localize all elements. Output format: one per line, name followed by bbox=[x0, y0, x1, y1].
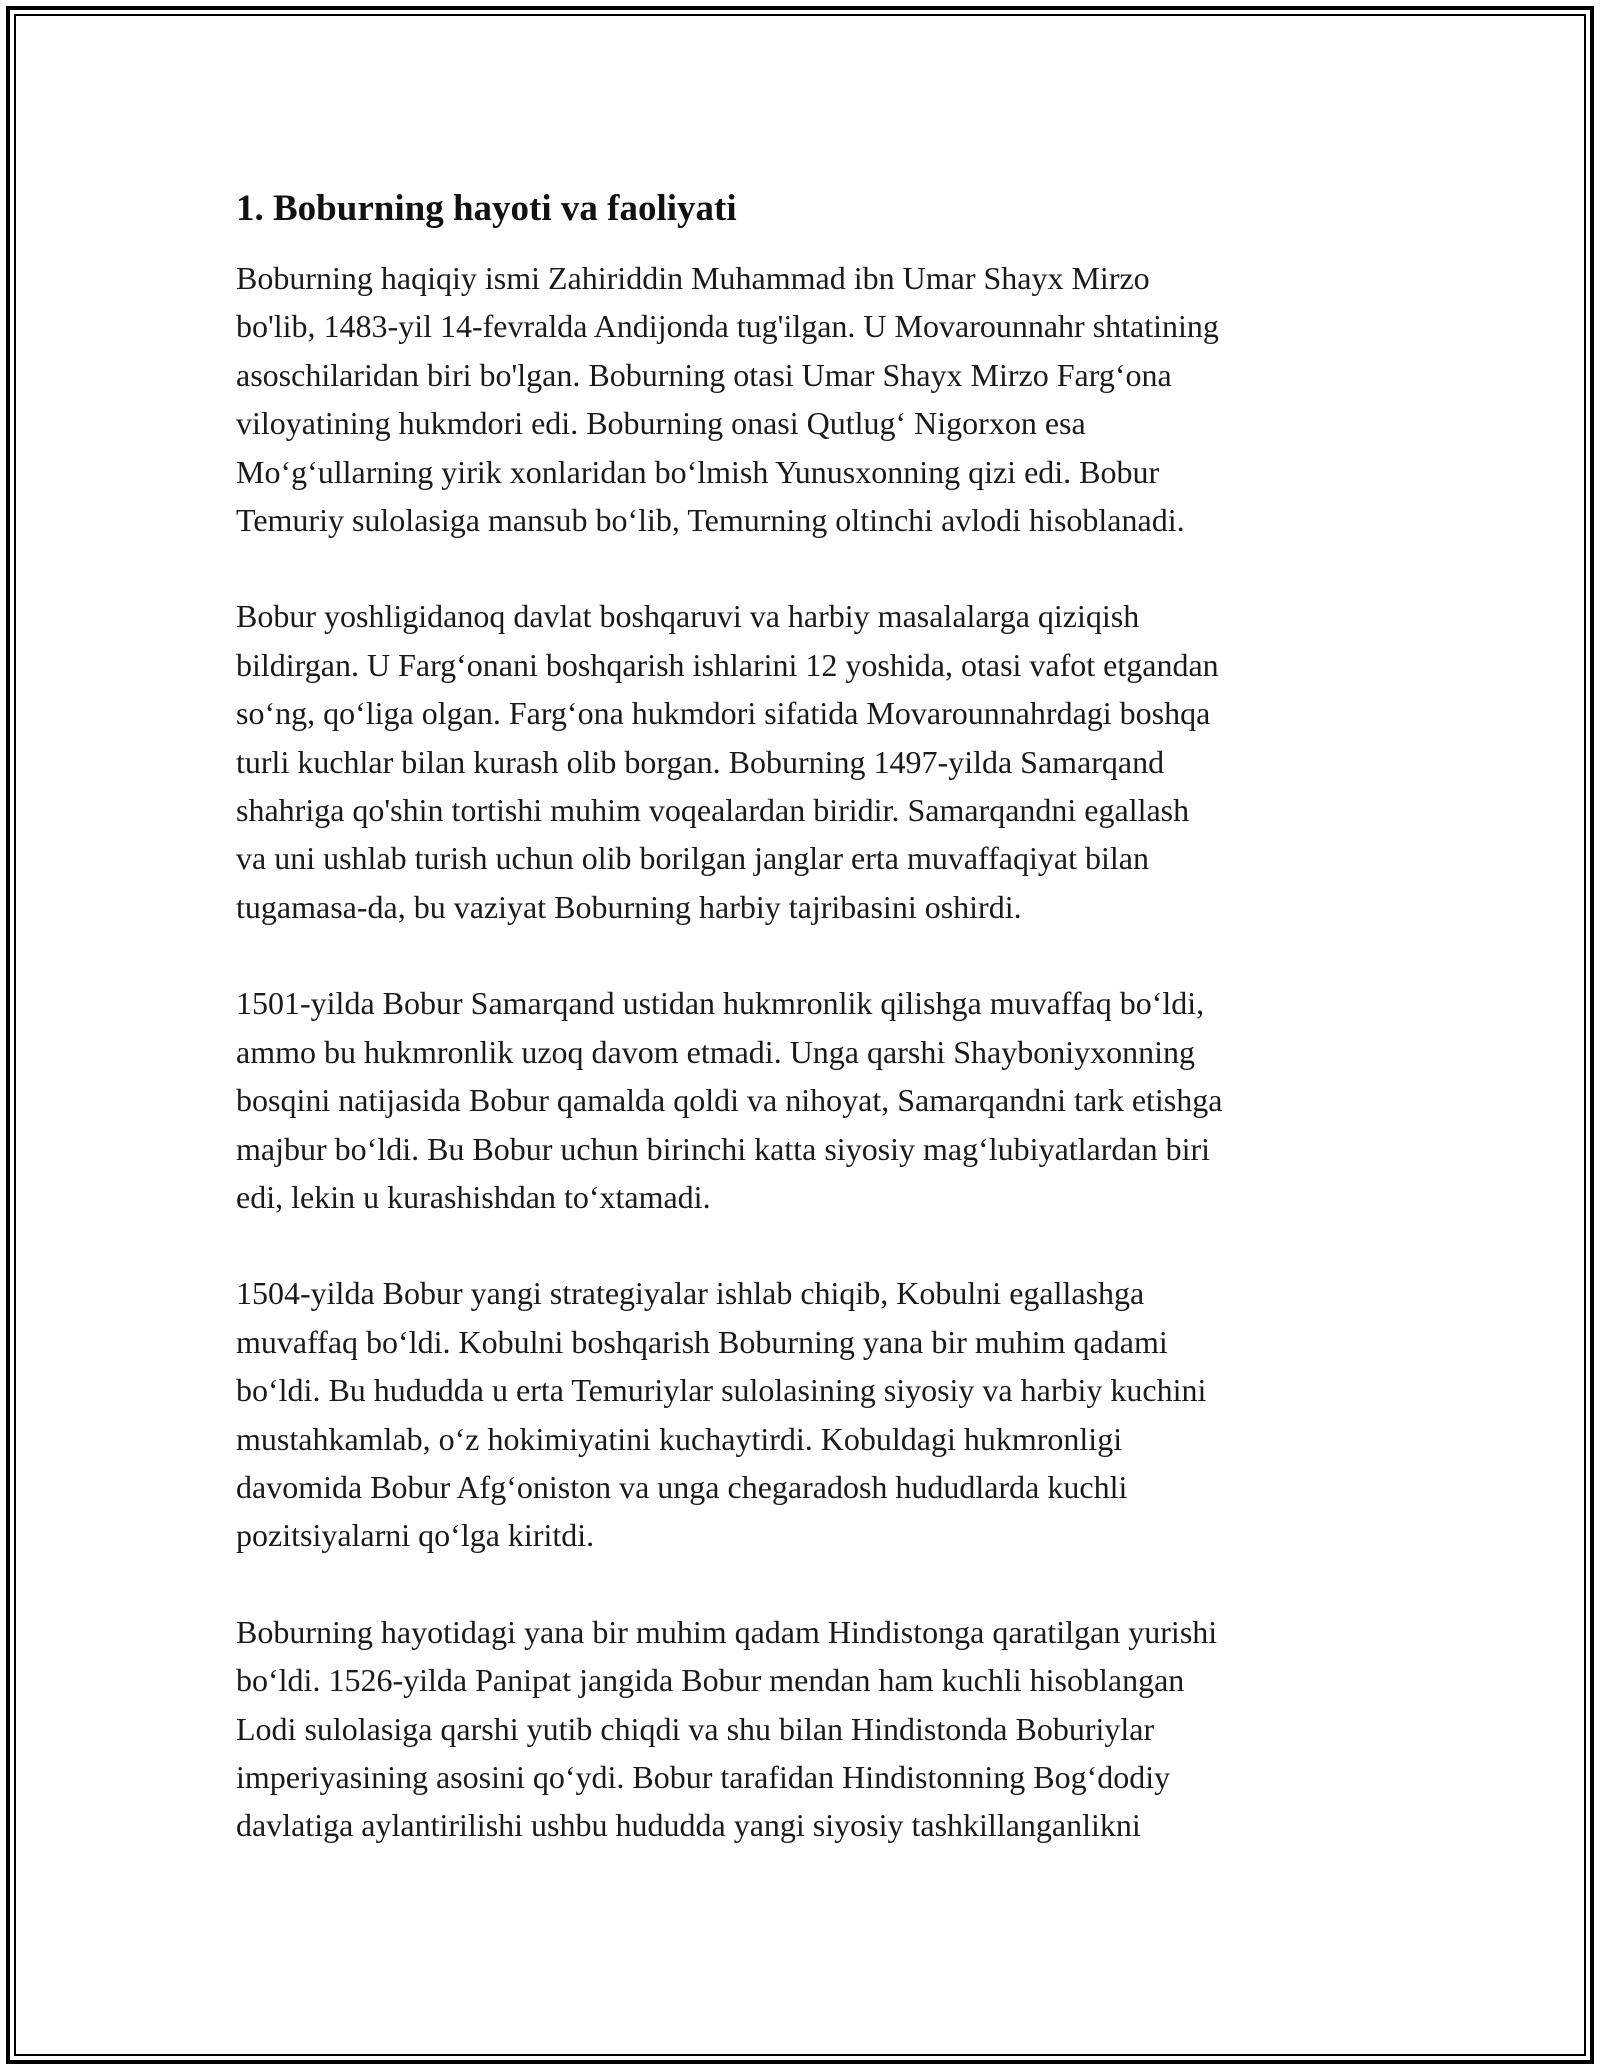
paragraph-line: bosqini natijasida Bobur qamalda qoldi va nihoyat, Samarqandni tark etishga bbox=[236, 1082, 1223, 1119]
paragraph-line: edi, lekin u kurashishdan to‘xtamadi. bbox=[236, 1178, 711, 1215]
paragraph-line: majbur bo‘ldi. Bu Bobur uchun birinchi katta siyosiy mag‘lubiyatlardan biri bbox=[236, 1130, 1211, 1167]
section-heading: 1. Boburning hayoti va faoliyati bbox=[236, 188, 737, 229]
paragraph-line: Boburning haqiqiy ismi Zahiriddin Muhammad ibn Umar Shayx Mirzo bbox=[236, 260, 1150, 296]
paragraph-line: Mo‘g‘ullarning yirik xonlaridan bo‘lmish Yunusxonning qizi edi. Bobur bbox=[236, 453, 1160, 490]
paragraph-line: mustahkamlab, o‘z hokimiyatini kuchaytirdi. Kobuldagi hukmronligi bbox=[236, 1420, 1123, 1457]
paragraph bbox=[236, 254, 1376, 544]
paragraph-line: Temuriy sulolasiga mansub bo‘lib, Temurning oltinchi avlodi hisoblanadi. bbox=[236, 502, 1185, 539]
paragraph bbox=[236, 592, 1376, 931]
paragraph-line: imperiyasining asosini qo‘ydi. Bobur tarafidan Hindistonning Bog‘dodiy bbox=[236, 1758, 1171, 1795]
paragraph-line: bo‘ldi. Bu hududda u erta Temuriylar sulolasining siyosiy va harbiy kuchini bbox=[236, 1372, 1207, 1409]
paragraph-line: shahriga qo'shin tortishi muhim voqealardan biridir. Samarqandni egallash bbox=[236, 792, 1190, 829]
paragraph-line: va uni ushlab turish uchun olib borilgan janglar erta muvaffaqiyat bilan bbox=[236, 840, 1149, 877]
paragraph-line: 1501-yilda Bobur Samarqand ustidan hukmronlik qilishga muvaffaq bo‘ldi, bbox=[236, 985, 1205, 1022]
paragraph-line: bildirgan. U Farg‘onani boshqarish ishlarini 12 yoshida, otasi vafot etgandan bbox=[236, 646, 1219, 683]
paragraph-line: ammo bu hukmronlik uzoq davom etmadi. Unga qarshi Shayboniyxonning bbox=[236, 1033, 1195, 1070]
paragraph-line: asoschilaridan biri bo'lgan. Boburning otasi Umar Shayx Mirzo Farg‘ona bbox=[236, 356, 1172, 393]
paragraph-line: davlatiga aylantirilishi ushbu hududda yangi siyosiy tashkillanganlikni bbox=[236, 1807, 1141, 1844]
paragraph-line: so‘ng, qo‘liga olgan. Farg‘ona hukmdori sifatida Movarounnahrdagi boshqa bbox=[236, 695, 1211, 732]
paragraph-line: pozitsiyalarni qo‘lga kiritdi. bbox=[236, 1517, 595, 1554]
paragraph-line: Bobur yoshligidanoq davlat boshqaruvi va harbiy masalalarga qiziqish bbox=[236, 598, 1140, 635]
paragraph-line: 1504-yilda Bobur yangi strategiyalar ishlab chiqib, Kobulni egallashga bbox=[236, 1275, 1145, 1312]
document-body bbox=[236, 186, 1376, 1898]
paragraph bbox=[236, 1269, 1376, 1559]
paragraph-line: Lodi sulolasiga qarshi yutib chiqdi va shu bilan Hindistonda Boburiylar bbox=[236, 1710, 1155, 1747]
paragraph-list bbox=[236, 254, 1376, 1850]
paragraph-line: bo‘ldi. 1526-yilda Panipat jangida Bobur mendan ham kuchli hisoblangan bbox=[236, 1662, 1185, 1699]
paragraph-line: bo'lib, 1483-yil 14-fevralda Andijonda tug'ilgan. U Movarounnahr shtatining bbox=[236, 308, 1219, 345]
paragraph-line: tugamasa-da, bu vaziyat Boburning harbiy tajribasini oshirdi. bbox=[236, 888, 1022, 925]
paragraph-line: viloyatining hukmdori edi. Boburning onasi Qutlug‘ Nigorxon esa bbox=[236, 405, 1086, 442]
paragraph bbox=[236, 979, 1376, 1221]
paragraph-line: Boburning hayotidagi yana bir muhim qadam Hindistonga qaratilgan yurishi bbox=[236, 1613, 1218, 1650]
paragraph-line: davomida Bobur Afg‘oniston va unga chegaradosh hududlarda kuchli bbox=[236, 1468, 1128, 1505]
paragraph-line: turli kuchlar bilan kurash olib borgan. Boburning 1497-yilda Samarqand bbox=[236, 743, 1165, 780]
paragraph-line: muvaffaq bo‘ldi. Kobulni boshqarish Boburning yana bir muhim qadami bbox=[236, 1323, 1168, 1360]
paragraph bbox=[236, 1608, 1376, 1850]
